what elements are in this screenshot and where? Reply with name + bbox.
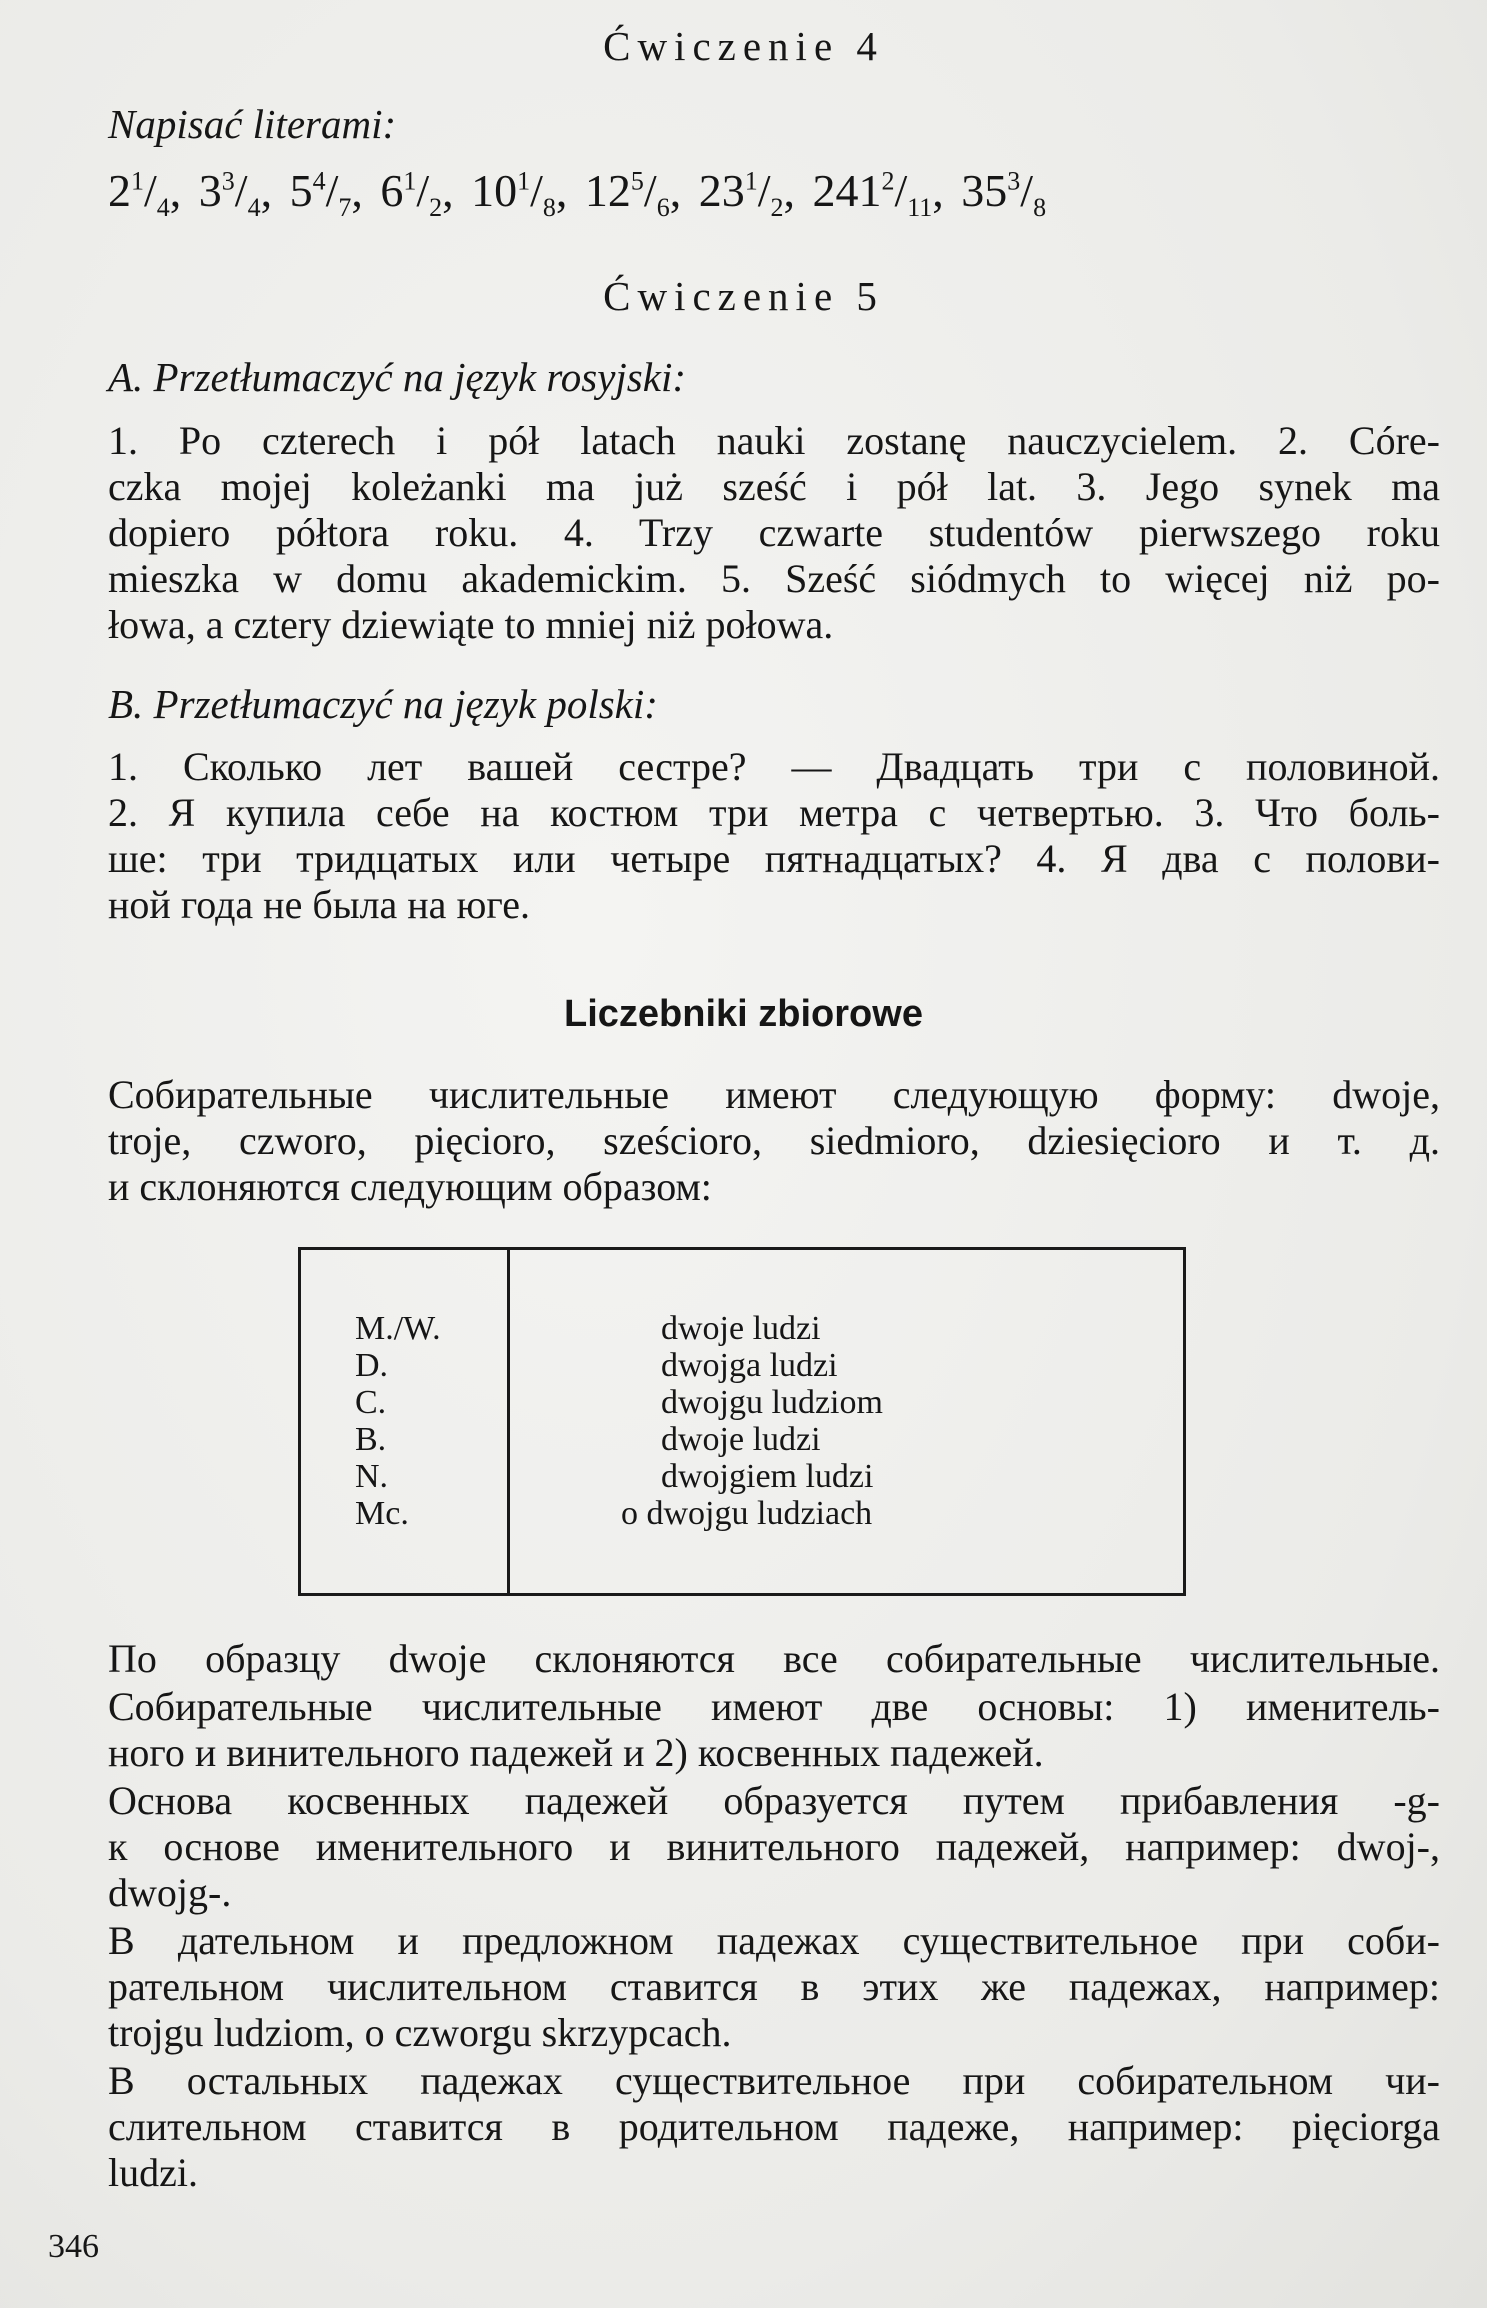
fraction: $3^3/_4$ (198, 165, 261, 223)
text-line: Собирательные числительные имеют две основы: 1) именитель- (108, 1684, 1440, 1729)
part-a-text (108, 418, 1440, 648)
fraction: $35^3/_8$ (961, 165, 1047, 223)
text-line: łowa, a cztery dziewiąte to mniej niż połowa. (108, 602, 834, 647)
explanation-paragraph (108, 1918, 1440, 2056)
section-title: Liczebniki zbiorowe (564, 993, 923, 1035)
case-label: Mc. (355, 1495, 409, 1532)
table-divider (507, 1250, 510, 1593)
fraction: $12^5/_6$ (584, 165, 670, 223)
exercise-4-heading: Ćwiczenie 4 (603, 23, 884, 69)
text-line: Собирательные числительные имеют следующую форму: dwoje, (108, 1072, 1440, 1117)
case-label: D. (355, 1347, 389, 1384)
declension-form: dwoje ludzi (661, 1310, 821, 1347)
text-line: слительном ставится в родительном падеже, например: pięciorga (108, 2104, 1440, 2149)
text-line: dopiero półtora roku. 4. Trzy czwarte studentów pierwszego roku (108, 510, 1440, 555)
text-line: Основа косвенных падежей образуется путем прибавления -g- (108, 1778, 1440, 1823)
text-line: ного и винительного падежей и 2) косвенных падежей. (108, 1730, 1044, 1775)
text-line: ludzi. (108, 2150, 198, 2195)
part-a-label: A. Przetłumaczyć na język rosyjski: (108, 354, 687, 400)
fraction: $241^2/_{11}$ (812, 165, 933, 223)
exercise-4-instruction: Napisać literami: (108, 101, 397, 147)
text-line: ше: три тридцатых или четыре пятнадцатых? 4. Я два с полови- (108, 836, 1440, 881)
case-label: N. (355, 1458, 389, 1495)
part-b-text (108, 744, 1440, 928)
case-label: C. (355, 1384, 387, 1421)
text-line: и склоняются следующим образом: (108, 1164, 712, 1209)
explanation-paragraph (108, 1684, 1440, 1776)
explanation-paragraph (108, 1636, 1440, 1682)
exercise-5-heading: Ćwiczenie 5 (603, 273, 884, 319)
text-line: рательном числительном ставится в этих же падежах, например: (108, 1964, 1440, 2009)
explanation-paragraph (108, 2058, 1440, 2196)
explanation-paragraphs (108, 1636, 1440, 2196)
fraction: $6^1/_2$ (380, 165, 443, 223)
fraction: $5^4/_7$ (289, 165, 352, 223)
text-line: 1. Сколько лет вашей сестре? — Двадцать три с половиной. (108, 744, 1440, 789)
case-label: M./W. (355, 1310, 441, 1347)
text-line: 2. Я купила себе на костюм три метра с четвертью. 3. Что боль- (108, 790, 1440, 835)
text-line: trojgu ludziom, o czworgu skrzypcach. (108, 2010, 732, 2055)
text-line: В дательном и предложном падежах существительное при соби- (108, 1918, 1440, 1963)
form-column (621, 1310, 883, 1532)
declension-form: dwojga ludzi (661, 1347, 838, 1384)
text-line: По образцу dwoje склоняются все собирательные числительные. (108, 1636, 1440, 1681)
declension-form: dwoje ludzi (661, 1421, 821, 1458)
declension-form: dwojgiem ludzi (661, 1458, 874, 1495)
case-label: B. (355, 1421, 387, 1458)
section-intro (108, 1072, 1440, 1210)
text-line: В остальных падежах существительное при собирательном чи- (108, 2058, 1440, 2103)
fraction: $23^1/_2$ (698, 165, 784, 223)
declension-form: o dwojgu ludziach (621, 1495, 873, 1532)
declension-form: dwojgu ludziom (661, 1384, 883, 1421)
text-line: dwojg-. (108, 1870, 232, 1915)
explanation-paragraph (108, 1778, 1440, 1916)
fraction: $10^1/_8$ (471, 165, 556, 223)
text-line: к основе именительного и винительного падежей, например: dwoj-, (108, 1824, 1440, 1869)
text-line: mieszka w domu akademickim. 5. Sześć siódmych to więcej niż po- (108, 556, 1440, 601)
part-b-label: B. Przetłumaczyć na język polski: (108, 681, 658, 727)
fraction: $2^1/_4$ (108, 165, 170, 223)
case-column (355, 1310, 441, 1532)
text-line: czka mojej koleżanki ma już sześć i pół lat. 3. Jego synek ma (108, 464, 1440, 509)
text-line: 1. Po czterech i pół latach nauki zostanę nauczycielem. 2. Córe- (108, 418, 1440, 463)
declension-table (298, 1247, 1186, 1596)
fractions-list: $2^1/_4$, $3^3/_4$, $5^4/_7$, $6^1/_2$, $10^1/_8$, $12^5/_6$, $23^1/_2$, $241^2/_{11}$, $35^3/_8$ (108, 165, 1047, 223)
text-line: ной года не была на юге. (108, 882, 530, 927)
text-line: troje, czworo, pięcioro, sześcioro, siedmioro, dziesięcioro и т. д. (108, 1118, 1440, 1163)
page-number: 346 (48, 2228, 99, 2265)
